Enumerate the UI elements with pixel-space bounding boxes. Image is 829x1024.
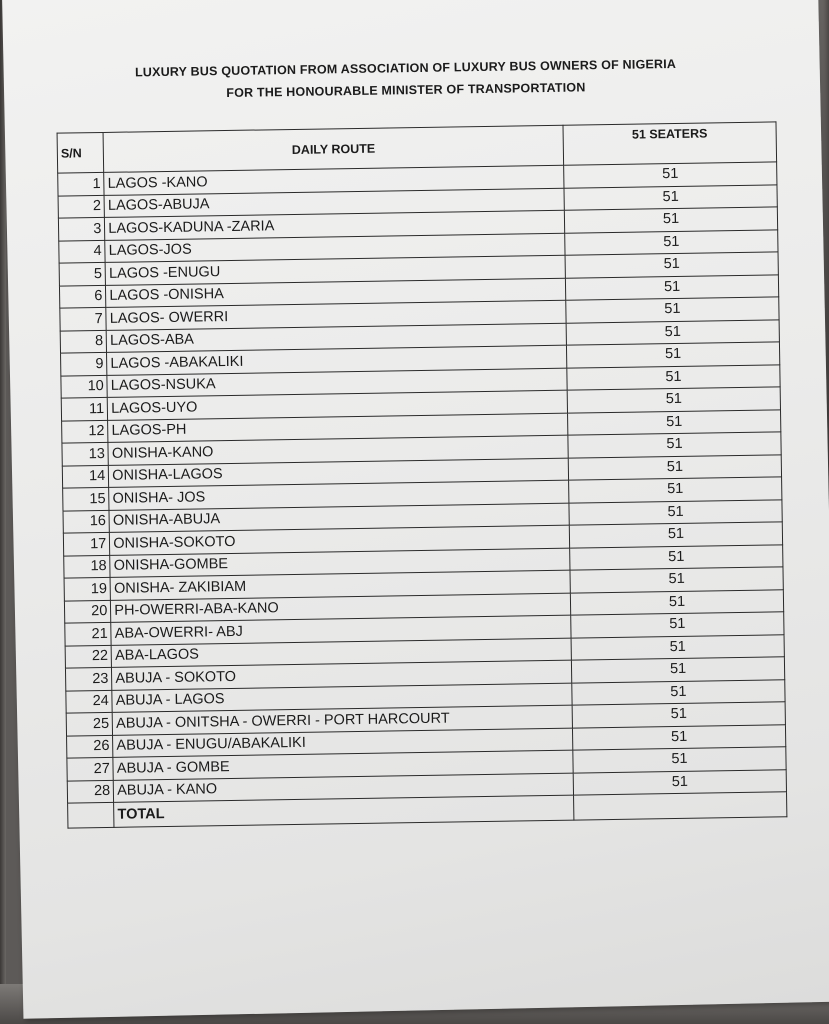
row-route: LAGOS-ABUJA xyxy=(104,188,564,218)
row-sn: 24 xyxy=(66,690,113,713)
total-sn-cell xyxy=(68,802,115,828)
row-route: LAGOS- OWERRI xyxy=(106,300,566,330)
row-sn: 3 xyxy=(58,217,105,240)
row-seats: 51 xyxy=(569,522,782,548)
header-sn: S/N xyxy=(57,132,104,173)
row-route: PH-OWERRI-ABA-KANO xyxy=(111,593,571,623)
row-sn: 18 xyxy=(64,555,111,578)
row-sn: 20 xyxy=(64,600,111,623)
row-sn: 9 xyxy=(61,352,108,375)
row-seats: 51 xyxy=(570,544,783,570)
row-seats: 51 xyxy=(571,612,784,638)
row-route: LAGOS-NSUKA xyxy=(107,368,567,398)
paper-sheet xyxy=(2,0,829,1019)
row-route: ONISHA- ZAKIBIAM xyxy=(110,570,570,600)
row-seats: 51 xyxy=(572,679,785,705)
row-route: LAGOS-JOS xyxy=(105,233,565,263)
row-seats: 51 xyxy=(570,589,783,615)
row-sn: 28 xyxy=(67,780,114,803)
row-seats: 51 xyxy=(566,297,779,323)
row-route: ONISHA- JOS xyxy=(109,480,569,510)
row-route: LAGOS -KANO xyxy=(104,165,564,195)
row-sn: 16 xyxy=(63,510,110,533)
row-seats: 51 xyxy=(570,567,783,593)
row-route: ABUJA - LAGOS xyxy=(112,683,572,713)
row-seats: 51 xyxy=(571,657,784,683)
row-route: ONISHA-GOMBE xyxy=(110,548,570,578)
row-route: LAGOS -ENUGU xyxy=(105,255,565,285)
row-sn: 12 xyxy=(62,420,109,443)
title-line-1: LUXURY BUS QUOTATION FROM ASSOCIATION OF LUXURY BUS OWNERS OF NIGERIA xyxy=(134,56,677,80)
row-seats: 51 xyxy=(568,432,781,458)
document-title xyxy=(95,52,716,106)
row-route: LAGOS-ABA xyxy=(106,323,566,353)
row-sn: 4 xyxy=(59,240,106,263)
row-route: LAGOS-PH xyxy=(108,413,568,443)
row-route: ABA-LAGOS xyxy=(111,638,571,668)
row-seats: 51 xyxy=(571,634,784,660)
row-sn: 21 xyxy=(65,622,112,645)
row-sn: 15 xyxy=(63,487,110,510)
row-seats: 51 xyxy=(566,319,779,345)
row-sn: 27 xyxy=(67,757,114,780)
row-seats: 51 xyxy=(572,702,785,728)
row-sn: 13 xyxy=(62,442,109,465)
header-daily-route: DAILY ROUTE xyxy=(103,125,563,172)
row-sn: 26 xyxy=(67,735,114,758)
row-seats: 51 xyxy=(568,409,781,435)
row-seats: 51 xyxy=(573,747,786,773)
row-seats: 51 xyxy=(567,364,780,390)
row-sn: 23 xyxy=(65,667,112,690)
row-seats: 51 xyxy=(564,162,777,188)
header-51-seaters: 51 SEATERS xyxy=(563,122,777,165)
table-body xyxy=(58,162,787,803)
row-sn: 19 xyxy=(64,577,111,600)
row-route: LAGOS -ABAKALIKI xyxy=(107,345,567,375)
row-route: ONISHA-LAGOS xyxy=(109,458,569,488)
row-route: ONISHA-ABUJA xyxy=(109,503,569,533)
row-route: LAGOS-KADUNA -ZARIA xyxy=(105,210,565,240)
row-route: ABUJA - KANO xyxy=(114,773,574,803)
row-seats: 51 xyxy=(573,769,786,795)
row-sn: 22 xyxy=(65,645,112,668)
row-route: ONISHA-KANO xyxy=(108,435,568,465)
row-sn: 8 xyxy=(60,330,107,353)
row-seats: 51 xyxy=(564,184,777,210)
row-sn: 11 xyxy=(61,397,108,420)
row-route: ABUJA - SOKOTO xyxy=(112,660,572,690)
row-route: ONISHA-SOKOTO xyxy=(110,525,570,555)
row-sn: 17 xyxy=(63,532,110,555)
row-seats: 51 xyxy=(565,274,778,300)
row-route: ABUJA - ONITSHA - OWERRI - PORT HARCOURT xyxy=(112,705,572,735)
row-seats: 51 xyxy=(567,342,780,368)
row-sn: 2 xyxy=(58,195,105,218)
row-seats: 51 xyxy=(569,499,782,525)
row-route: LAGOS -ONISHA xyxy=(106,278,566,308)
row-sn: 6 xyxy=(59,285,106,308)
row-seats: 51 xyxy=(565,252,778,278)
row-seats: 51 xyxy=(567,387,780,413)
row-seats: 51 xyxy=(564,207,777,233)
row-seats: 51 xyxy=(573,724,786,750)
document-body xyxy=(60,51,796,823)
total-label: TOTAL xyxy=(114,795,574,827)
title-line-2: FOR THE HONOURABLE MINISTER OF TRANSPORTATION xyxy=(226,80,586,101)
row-route: LAGOS-UYO xyxy=(107,390,567,420)
row-seats: 51 xyxy=(565,229,778,255)
row-route: ABUJA - ENUGU/ABAKALIKI xyxy=(113,728,573,758)
row-sn: 10 xyxy=(61,375,108,398)
row-sn: 25 xyxy=(66,712,113,735)
row-sn: 1 xyxy=(58,172,105,195)
row-sn: 14 xyxy=(62,465,109,488)
row-route: ABA-OWERRI- ABJ xyxy=(111,615,571,645)
quotation-table xyxy=(57,121,788,828)
row-sn: 5 xyxy=(59,262,106,285)
row-sn: 7 xyxy=(60,307,107,330)
row-seats: 51 xyxy=(568,454,781,480)
row-route: ABUJA - GOMBE xyxy=(113,750,573,780)
total-value xyxy=(574,792,787,820)
row-seats: 51 xyxy=(569,477,782,503)
